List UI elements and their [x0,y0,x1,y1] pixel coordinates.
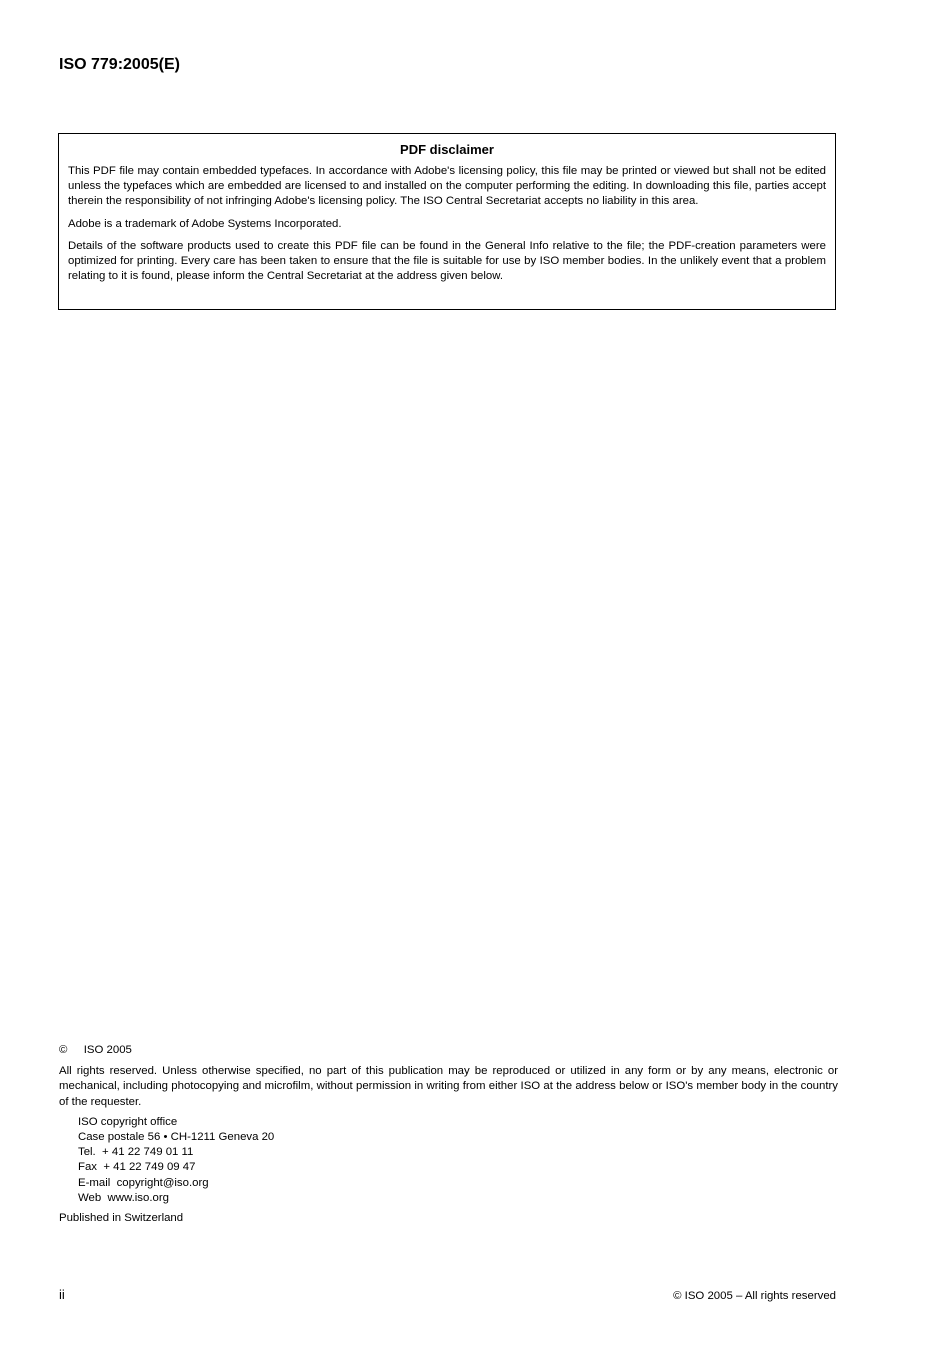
footer-copyright: © ISO 2005 – All rights reserved [673,1290,836,1302]
disclaimer-title: PDF disclaimer [400,142,494,157]
pdf-disclaimer-box [58,133,836,310]
page-number: ii [59,1287,65,1302]
published-location: Published in Switzerland [59,1212,184,1225]
rights-statement: All rights reserved. Unless otherwise specified, no part of this publication may be reproduced or utilized in any form or by any means, electronic or mechanical, including photocopying and microfilm, without permission in writing from either ISO at the address below or ISO's member body in the country of the requester. [59,1065,838,1108]
office-name: ISO copyright office [78,1115,178,1128]
copyright-office-address [78,1115,838,1206]
disclaimer-paragraph-typefaces: This PDF file may contain embedded typefaces. In accordance with Adobe's licensing policy, this file may be printed or viewed but shall not be edited unless the typefaces which are embedded are licensed to and installed on the computer performing the editing. In downloading this file, parties accept therein the responsibility of not infringing Adobe's licensing policy. The ISO Central Secretariat accepts no liability in this area. [68,165,826,208]
email: E-mail copyright@iso.org [78,1176,209,1189]
telephone: Tel. + 41 22 749 01 11 [78,1146,194,1159]
copyright-section [59,1043,838,1226]
disclaimer-paragraph-software: Details of the software products used to create this PDF file can be found in the General Info relative to the file; the PDF-creation parameters were optimized for printing. Every care has been taken to ensure that the file is suitable for use by ISO member bodies. In the unlikely event that a problem relating to it is found, please inform the Central Secretariat at the address given below. [68,239,826,283]
postal-address: Case postale 56 • CH-1211 Geneva 20 [78,1131,275,1144]
disclaimer-paragraph-trademark: Adobe is a trademark of Adobe Systems Incorporated. [68,217,342,230]
copyright-line [59,1043,838,1058]
website: Web www.iso.org [78,1191,169,1204]
copyright-symbol: © [59,1044,68,1056]
fax: Fax + 41 22 749 09 47 [78,1161,196,1174]
copyright-holder: ISO 2005 [83,1044,132,1056]
document-id: ISO 779:2005(E) [59,56,180,73]
